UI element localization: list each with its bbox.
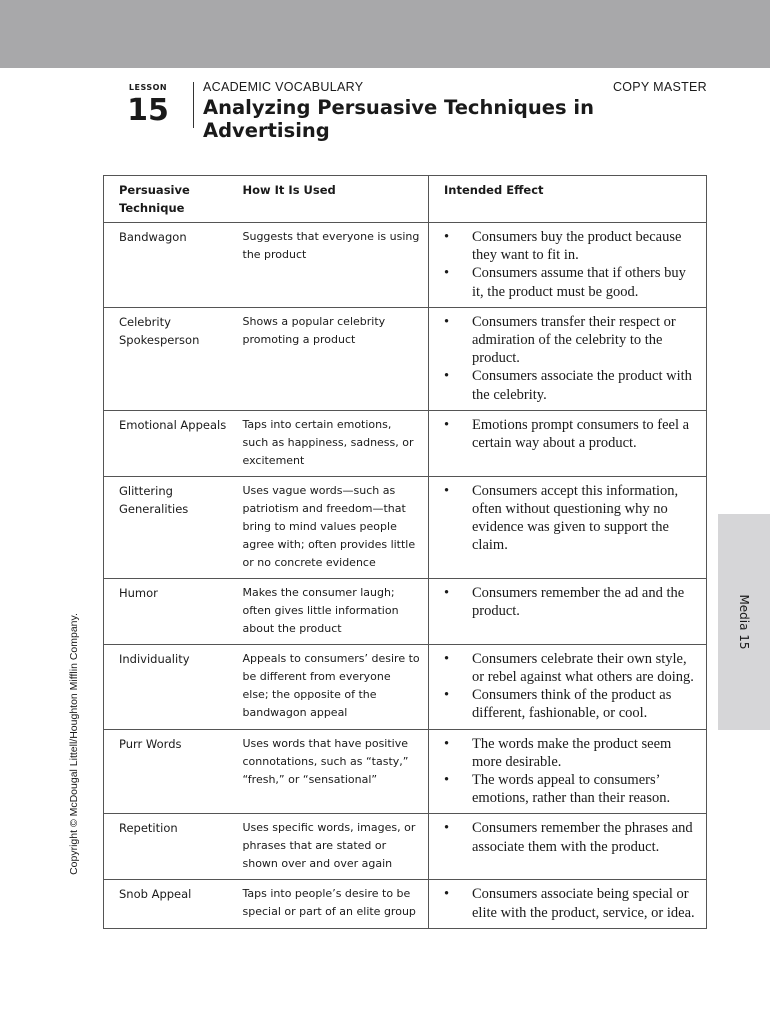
effect-item: • Emotions prompt consumers to feel a certain way about a product. <box>444 416 696 452</box>
header-divider <box>193 82 194 128</box>
lesson-label: LESSON <box>128 83 168 92</box>
effect-item: • The words make the product seem more desirable. <box>444 735 696 771</box>
intended-effect-cell <box>429 223 707 308</box>
technique-cell: Glittering Generalities <box>104 476 228 578</box>
techniques-table <box>103 175 707 929</box>
table-row <box>104 223 707 308</box>
intended-effect-cell <box>429 814 707 880</box>
technique-cell: Purr Words <box>104 729 228 814</box>
lesson-number: 15 <box>127 93 169 128</box>
effect-item: • Consumers celebrate their own style, or rebel against what others are doing. <box>444 650 696 686</box>
effect-item: • Consumers think of the product as different, fashionable, or cool. <box>444 686 696 722</box>
how-used-cell: Uses specific words, images, or phrases that are stated or shown over and over again <box>228 814 429 880</box>
table-row <box>104 410 707 476</box>
how-used-cell: Shows a popular celebrity promoting a product <box>228 307 429 410</box>
effect-item: • Consumers buy the product because they want to fit in. <box>444 228 696 264</box>
table-body <box>104 223 707 929</box>
effect-list <box>444 482 696 555</box>
top-banner <box>0 0 770 68</box>
table-row <box>104 880 707 928</box>
how-used-cell: Uses words that have positive connotations, such as “tasty,” “fresh,” or “sensational” <box>228 729 429 814</box>
effect-item: • The words appeal to consumers’ emotions, rather than their reason. <box>444 771 696 807</box>
lesson-badge <box>120 83 176 126</box>
intended-effect-cell <box>429 307 707 410</box>
technique-cell: Humor <box>104 578 228 644</box>
table-row <box>104 644 707 729</box>
how-used-cell: Uses vague words—such as patriotism and freedom—that bring to mind values people agree with; often provides little or no concrete evidence <box>228 476 429 578</box>
intended-effect-cell <box>429 880 707 928</box>
effect-list <box>444 228 696 301</box>
table-header-row <box>104 176 707 223</box>
intended-effect-cell <box>429 578 707 644</box>
technique-cell: Snob Appeal <box>104 880 228 928</box>
technique-cell: Celebrity Spokesperson <box>104 307 228 410</box>
header-technique: Persuasive Technique <box>104 176 228 223</box>
how-used-cell: Taps into certain emotions, such as happiness, sadness, or excitement <box>228 410 429 476</box>
effect-item: • Consumers remember the phrases and associate them with the product. <box>444 819 696 855</box>
effect-list <box>444 885 696 921</box>
effect-item: • Consumers accept this information, often without questioning why no evidence was given to support the claim. <box>444 482 696 555</box>
effect-list <box>444 416 696 452</box>
header-intended-effect: Intended Effect <box>429 176 707 223</box>
effect-list <box>444 313 696 404</box>
effect-item: • Consumers remember the ad and the product. <box>444 584 696 620</box>
copyright-notice: Copyright © McDougal Littell/Houghton Mifflin Company. <box>68 613 80 875</box>
effect-list <box>444 819 696 855</box>
technique-cell: Emotional Appeals <box>104 410 228 476</box>
header-how-used: How It Is Used <box>228 176 429 223</box>
how-used-cell: Makes the consumer laugh; often gives little information about the product <box>228 578 429 644</box>
how-used-cell: Suggests that everyone is using the product <box>228 223 429 308</box>
effect-list <box>444 584 696 620</box>
intended-effect-cell <box>429 476 707 578</box>
technique-cell: Bandwagon <box>104 223 228 308</box>
effect-list <box>444 735 696 808</box>
intended-effect-cell <box>429 729 707 814</box>
page-title: Analyzing Persuasive Techniques in Advertising <box>203 96 594 142</box>
effect-item: • Consumers associate being special or elite with the product, service, or idea. <box>444 885 696 921</box>
technique-cell: Repetition <box>104 814 228 880</box>
table-row <box>104 814 707 880</box>
effect-item: • Consumers transfer their respect or admiration of the celebrity to the product. <box>444 313 696 368</box>
intended-effect-cell <box>429 644 707 729</box>
effect-list <box>444 650 696 723</box>
side-tab-label: Media 15 <box>737 594 751 650</box>
technique-cell: Individuality <box>104 644 228 729</box>
table-row <box>104 729 707 814</box>
table-row <box>104 578 707 644</box>
copy-master-label: COPY MASTER <box>612 80 707 94</box>
how-used-cell: Taps into people’s desire to be special or part of an elite group <box>228 880 429 928</box>
effect-item: • Consumers assume that if others buy it, the product must be good. <box>444 264 696 300</box>
section-kicker: ACADEMIC VOCABULARY <box>203 80 364 94</box>
intended-effect-cell <box>429 410 707 476</box>
table-row <box>104 476 707 578</box>
effect-item: • Consumers associate the product with the celebrity. <box>444 367 696 403</box>
how-used-cell: Appeals to consumers’ desire to be different from everyone else; the opposite of the bandwagon appeal <box>228 644 429 729</box>
table-row <box>104 307 707 410</box>
